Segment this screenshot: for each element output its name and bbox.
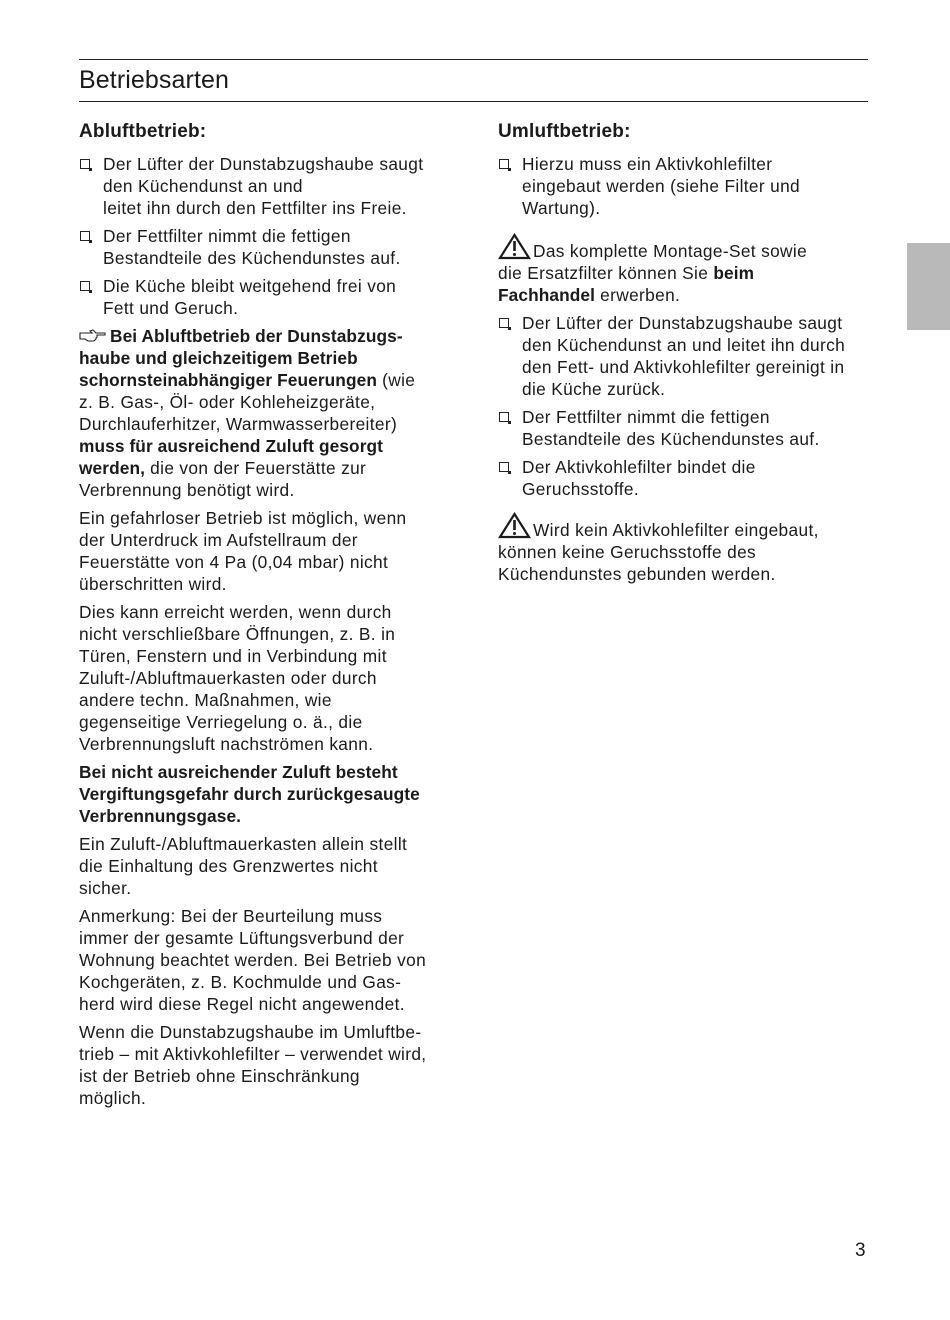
- checkbox-icon: [499, 159, 509, 169]
- warning-triangle-icon: [498, 512, 531, 539]
- checkbox-icon: [80, 231, 90, 241]
- recirculation-mode-heading: Umluftbetrieb:: [498, 121, 631, 142]
- ventilation-note: Bei Abluftbetrieb der Dunstabzugs- haube und gleichzeitigem Betrieb schornsteinabhängiger Feuerungen (wie z. B. Gas-, Öl- oder Kohleheizgeräte, Durchlauferhitzer, Warmwasserbereiter) muss für ausreichend Zuluft gesorgt werden, die von der Feuerstätte zur Verbrennung benötigt wird.: [79, 326, 416, 500]
- checkbox-icon: [499, 462, 509, 472]
- list-item: Der Lüfter der Dunstabzugshaube saugt den Küchendunst an und leitet ihn durch den Fett- und Aktivkohlefilter gereinigt in die Küche zurück.: [498, 312, 868, 400]
- header-rule-bottom: [79, 101, 868, 102]
- page-title: Betriebsarten: [79, 66, 229, 94]
- header-rule-top: [79, 59, 868, 60]
- checkbox-icon: [80, 281, 90, 291]
- checkbox-icon: [80, 159, 90, 169]
- list-item: Die Küche bleibt weitgehend frei von Fett und Geruch.: [79, 275, 451, 319]
- poisoning-warning-paragraph: Bei nicht ausreichender Zuluft besteht Vergiftungsgefahr durch zurückgesaugte Verbrennungsgase.: [79, 762, 420, 826]
- list-item: Der Fettfilter nimmt die fettigen Bestandteile des Küchendunstes auf.: [79, 225, 451, 269]
- recirculation-mode-column: [498, 121, 868, 591]
- checkbox-icon: [499, 318, 509, 328]
- exhaust-mode-column: [79, 121, 451, 1115]
- list-item: Der Aktivkohlefilter bindet die Geruchsstoffe.: [498, 456, 868, 500]
- pointing-hand-icon: [79, 329, 107, 343]
- exhaust-mode-heading: Abluftbetrieb:: [79, 121, 207, 142]
- carbon-filter-warning: Wird kein Aktivkohlefilter eingebaut, können keine Geruchsstoffe des Küchendunstes gebunden werden.: [498, 512, 868, 585]
- warning-triangle-icon: [498, 233, 531, 260]
- montage-set-warning: Das komplette Montage-Set sowie die Ersatzfilter können Sie beim Fachhandel erwerben.: [498, 233, 868, 306]
- list-item: Der Lüfter der Dunstabzugshaube saugt den Küchendunst an und leitet ihn durch den Fettfilter ins Freie.: [79, 153, 451, 219]
- paragraph: Dies kann erreicht werden, wenn durch nicht verschließbare Öffnungen, z. B. in Türen, Fenstern und in Verbindung mit Zuluft-/Abluftmauerkasten oder durch andere techn. Maßnahmen, wie gegenseitige Verriegelung o. ä., die Verbrennungsluft nachströmen kann.: [79, 602, 396, 754]
- list-item: Hierzu muss ein Aktivkohlefilter eingebaut werden (siehe Filter und Wartung).: [498, 153, 868, 219]
- paragraph: Ein gefahrloser Betrieb ist möglich, wenn der Unterdruck im Aufstellraum der Feuerstätte von 4 Pa (0,04 mbar) nicht überschritten wird.: [79, 508, 407, 594]
- checkbox-icon: [499, 412, 509, 422]
- paragraph: Wenn die Dunstabzugshaube im Umluftbe- trieb – mit Aktivkohlefilter – verwendet wird, ist der Betrieb ohne Einschränkung möglich.: [79, 1022, 427, 1108]
- paragraph: Anmerkung: Bei der Beurteilung muss immer der gesamte Lüftungsverbund der Wohnung beachtet werden. Bei Betrieb von Kochgeräten, z. B. Kochmulde und Gas- herd wird diese Regel nicht angewendet.: [79, 906, 427, 1014]
- paragraph: Ein Zuluft-/Abluftmauerkasten allein stellt die Einhaltung des Grenzwertes nicht sicher.: [79, 834, 408, 898]
- section-tab-marker: [907, 243, 950, 330]
- list-item: Der Fettfilter nimmt die fettigen Bestandteile des Küchendunstes auf.: [498, 406, 868, 450]
- page-number: 3: [855, 1240, 866, 1261]
